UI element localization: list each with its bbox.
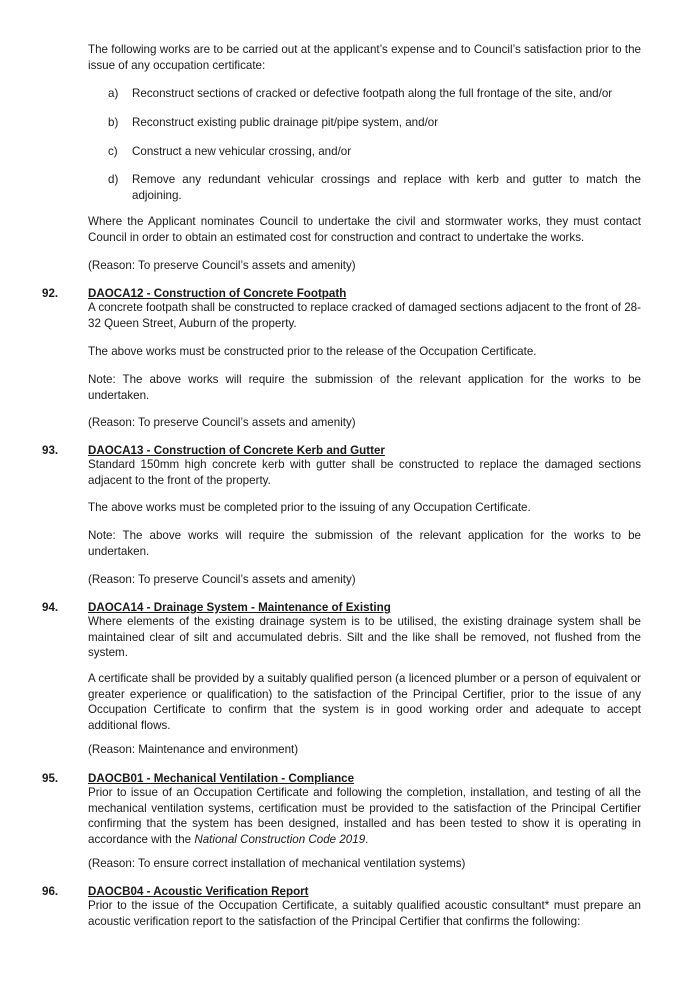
list-marker: b)	[108, 116, 119, 129]
condition-number-92: 92.	[42, 287, 59, 300]
condition-95-paragraph-1	[88, 785, 641, 847]
condition-93-paragraph-2: The above works must be completed prior to the issuing of any Occupation Certificate.	[88, 501, 531, 514]
condition-92-reason: (Reason: To preserve Council’s assets and amenity)	[88, 416, 356, 429]
condition-title-92: DAOCA12 - Construction of Concrete Footpath	[88, 287, 347, 300]
condition-93-note: Note: The above works will require the submission of the relevant application for the works to be undertaken.	[88, 529, 641, 558]
intro-contact-paragraph: Where the Applicant nominates Council to undertake the civil and stormwater works, they must contact Council in order to obtain an estimated cost for construction and contract to undertake the works.	[88, 215, 641, 244]
condition-96-paragraph-1: Prior to the issue of the Occupation Certificate, a suitably qualified acoustic consultant* must prepare an acoustic verification report to the satisfaction of the Principal Certifier that confirms the following:	[88, 899, 641, 928]
condition-number-95: 95.	[42, 772, 59, 785]
condition-92-note: Note: The above works will require the submission of the relevant application for the works to be undertaken.	[88, 373, 641, 402]
condition-title-94: DAOCA14 - Drainage System - Maintenance of Existing	[88, 601, 391, 614]
condition-93-reason: (Reason: To preserve Council’s assets and amenity)	[88, 573, 356, 586]
condition-93-paragraph-1: Standard 150mm high concrete kerb with gutter shall be constructed to replace the damaged sections adjacent to the front of the property.	[88, 458, 641, 487]
condition-number-94: 94.	[42, 601, 59, 614]
list-marker: c)	[108, 145, 118, 158]
condition-94-paragraph-1: Where elements of the existing drainage system is to be utilised, the existing drainage system shall be maintained clear of silt and accumulated debris. Silt and the like shall be removed, not flushed from the system.	[88, 615, 641, 660]
condition-number-93: 93.	[42, 444, 59, 457]
condition-92-paragraph-1: A concrete footpath shall be constructed to replace cracked of damaged sections adjacent to the front of 28-32 Queen Street, Auburn of the property.	[88, 301, 641, 330]
list-marker: d)	[108, 173, 119, 186]
condition-95-text: Prior to issue of an Occupation Certificate and following the completion, installation, and testing of all the mechanical ventilation systems, certification must be provided to the satisfaction of the Principal Certifier confirming that the system has been designed, installed and has been tested to show it is operating in accordance with the	[88, 786, 641, 846]
list-item	[108, 172, 641, 203]
list-item-text: Construct a new vehicular crossing, and/or	[132, 145, 352, 158]
list-marker: a)	[108, 87, 119, 100]
intro-paragraph: The following works are to be carried out at the applicant’s expense and to Council’s satisfaction prior to the issue of any occupation certificate:	[88, 43, 641, 72]
condition-title-96: DAOCB04 - Acoustic Verification Report	[88, 885, 309, 898]
condition-92-paragraph-2: The above works must be constructed prior to the release of the Occupation Certificate.	[88, 345, 537, 358]
list-item	[108, 86, 641, 102]
condition-95-text-end: .	[365, 832, 369, 846]
list-item-text: Reconstruct existing public drainage pit/pipe system, and/or	[132, 116, 439, 129]
list-item	[108, 144, 641, 160]
code-reference: National Construction Code 2019	[194, 832, 366, 846]
condition-94-reason: (Reason: Maintenance and environment)	[88, 743, 299, 756]
intro-reason: (Reason: To preserve Council’s assets and amenity)	[88, 259, 356, 272]
condition-title-93: DAOCA13 - Construction of Concrete Kerb and Gutter	[88, 444, 385, 457]
list-item-text: Reconstruct sections of cracked or defective footpath along the full frontage of the site, and/or	[132, 87, 613, 100]
condition-number-96: 96.	[42, 885, 59, 898]
list-item-text: Remove any redundant vehicular crossings and replace with kerb and gutter to match the adjoining.	[132, 173, 641, 202]
condition-title-95: DAOCB01 - Mechanical Ventilation - Compliance	[88, 772, 355, 785]
condition-94-paragraph-2: A certificate shall be provided by a suitably qualified person (a licenced plumber or a person of equivalent or greater experience or qualification) to the satisfaction of the Principal Certifier, prior to the issue of any Occupation Certificate to confirm that the system is in good working order and adequate to accept additional flows.	[88, 672, 641, 732]
list-item	[108, 115, 641, 131]
condition-95-reason: (Reason: To ensure correct installation of mechanical ventilation systems)	[88, 857, 466, 870]
